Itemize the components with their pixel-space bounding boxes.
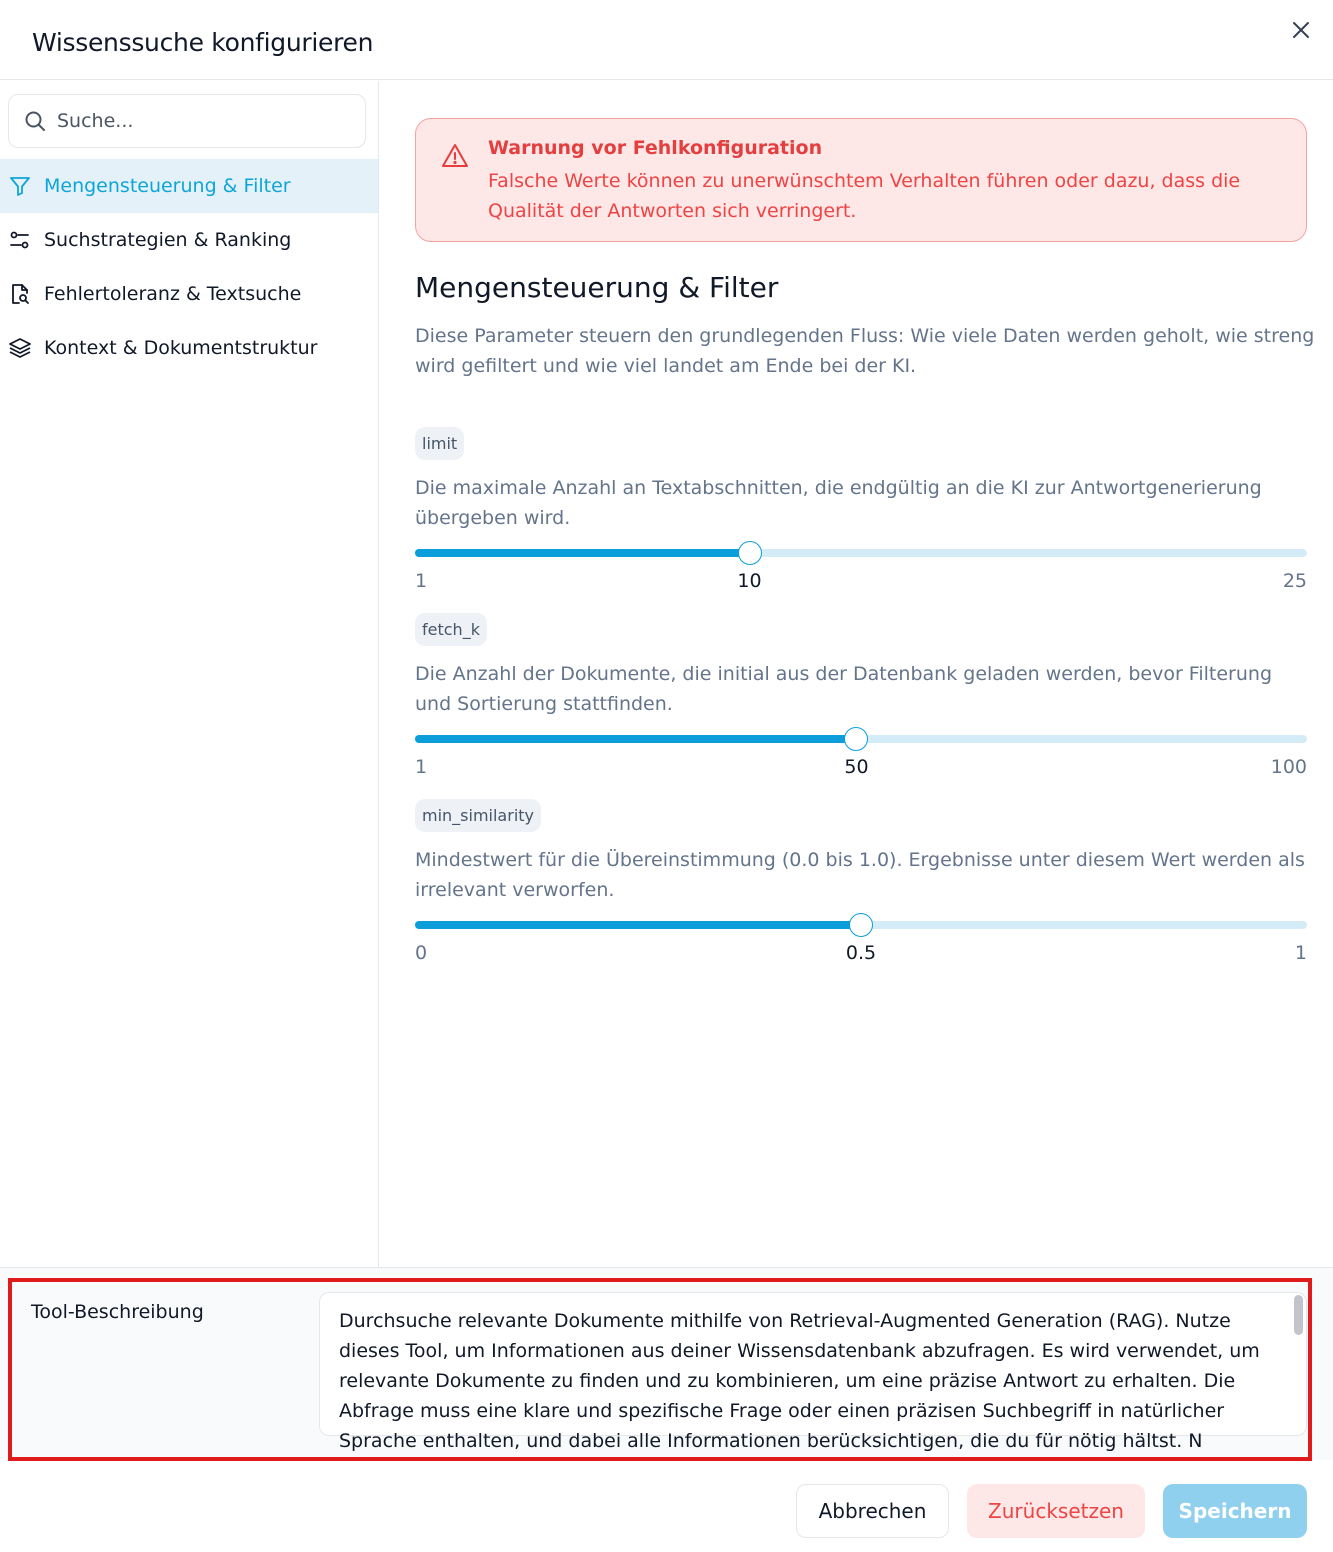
sidebar-item-kontext[interactable] xyxy=(0,321,378,375)
slider-thumb[interactable] xyxy=(849,913,873,937)
warning-text: Falsche Werte können zu unerwünschtem Verhalten führen oder dazu, dass die Qualität der Antworten sich verringert. xyxy=(488,170,1241,222)
slider-scale xyxy=(415,756,1307,780)
slider-max-label: 25 xyxy=(1282,570,1307,592)
dialog-title: Wissenssuche konfigurieren xyxy=(32,28,374,57)
slider-fill xyxy=(415,921,861,929)
sidebar-item-label: Fehlertoleranz & Textsuche xyxy=(44,283,302,305)
slider-scale xyxy=(415,942,1307,966)
layers-icon xyxy=(8,336,32,360)
tool-description-text: Durchsuche relevante Dokumente mithilfe von Retrieval-Augmented Generation (RAG). Nutze dieses Tool, um Informationen aus deiner Wissensdatenbank abzufragen. Es wird verwendet, um relevante Dokumente zu finden und zu kombinieren, um eine präzise Antwort zu erhalten. Die Abfrage muss eine klare und spezifische Frage oder einen präzisen Suchbegriff in natürlicher Sprache enthalten, und dabei alle Informationen berücksichtigen, die du für nötig hältst. N xyxy=(339,1310,1260,1452)
sidebar-item-label: Mengensteuerung & Filter xyxy=(44,175,291,197)
main-content xyxy=(379,81,1333,1267)
highlight-box xyxy=(8,1278,1312,1461)
slider-value-label: 0.5 xyxy=(845,942,877,964)
sidebar-nav xyxy=(0,159,378,375)
sidebar-item-label: Kontext & Dokumentstruktur xyxy=(44,337,318,359)
search-icon xyxy=(23,109,47,133)
slider-max-label: 1 xyxy=(1294,942,1307,964)
slider-min-label: 0 xyxy=(415,942,428,964)
param-limit xyxy=(415,427,1307,592)
slider-fill xyxy=(415,549,750,557)
sidebar-item-fehlertoleranz[interactable] xyxy=(0,267,378,321)
slider-value-label: 10 xyxy=(737,570,762,592)
save-button[interactable]: Speichern xyxy=(1163,1484,1307,1538)
slider-min-label: 1 xyxy=(415,756,428,778)
slider-value-label: 50 xyxy=(844,756,869,778)
warning-title: Warnung vor Fehlkonfiguration xyxy=(488,137,823,159)
sidebar-item-suchstrategien[interactable] xyxy=(0,213,378,267)
param-name-chip: fetch_k xyxy=(415,613,487,646)
close-icon xyxy=(1292,21,1310,39)
dialog-header xyxy=(0,0,1333,80)
dialog-actions xyxy=(0,1461,1333,1552)
search-input[interactable] xyxy=(57,110,337,132)
sliders-icon xyxy=(8,228,32,252)
param-description: Mindestwert für die Übereinstimmung (0.0 bis 1.0). Ergebnisse unter diesem Wert werden als irrelevant verworfen. xyxy=(415,849,1305,901)
slider-scale xyxy=(415,570,1307,594)
cancel-button[interactable]: Abbrechen xyxy=(796,1484,949,1538)
slider-thumb[interactable] xyxy=(738,541,762,565)
min-similarity-slider[interactable] xyxy=(415,921,1307,931)
filter-icon xyxy=(8,174,32,198)
param-name-chip: min_similarity xyxy=(415,799,541,832)
section-description: Diese Parameter steuern den grundlegenden Fluss: Wie viele Daten werden geholt, wie streng wird gefiltert und wie viel landet am Ende bei der KI. xyxy=(415,325,1315,377)
slider-min-label: 1 xyxy=(415,570,428,592)
slider-thumb[interactable] xyxy=(844,727,868,751)
sidebar xyxy=(0,81,379,1267)
slider-fill xyxy=(415,735,856,743)
file-search-icon xyxy=(8,282,32,306)
reset-button[interactable]: Zurücksetzen xyxy=(967,1484,1145,1538)
sidebar-item-label: Suchstrategien & Ranking xyxy=(44,229,292,251)
close-button[interactable] xyxy=(1285,14,1317,46)
sidebar-item-mengensteuerung[interactable] xyxy=(0,159,378,213)
warning-alert xyxy=(415,118,1307,242)
param-name-chip: limit xyxy=(415,427,464,460)
slider-max-label: 100 xyxy=(1270,756,1307,778)
param-fetch-k xyxy=(415,613,1307,778)
search-box[interactable] xyxy=(8,94,366,148)
tool-description-label: Tool-Beschreibung xyxy=(31,1301,204,1323)
section-title: Mengensteuerung & Filter xyxy=(415,271,779,304)
param-description: Die Anzahl der Dokumente, die initial aus der Datenbank geladen werden, bevor Filterung und Sortierung stattfinden. xyxy=(415,663,1273,715)
param-min-similarity xyxy=(415,799,1307,964)
limit-slider[interactable] xyxy=(415,549,1307,559)
param-description: Die maximale Anzahl an Textabschnitten, die endgültig an die KI zur Antwortgenerierung übergeben wird. xyxy=(415,477,1262,529)
fetch-k-slider[interactable] xyxy=(415,735,1307,745)
warning-icon xyxy=(440,141,470,171)
